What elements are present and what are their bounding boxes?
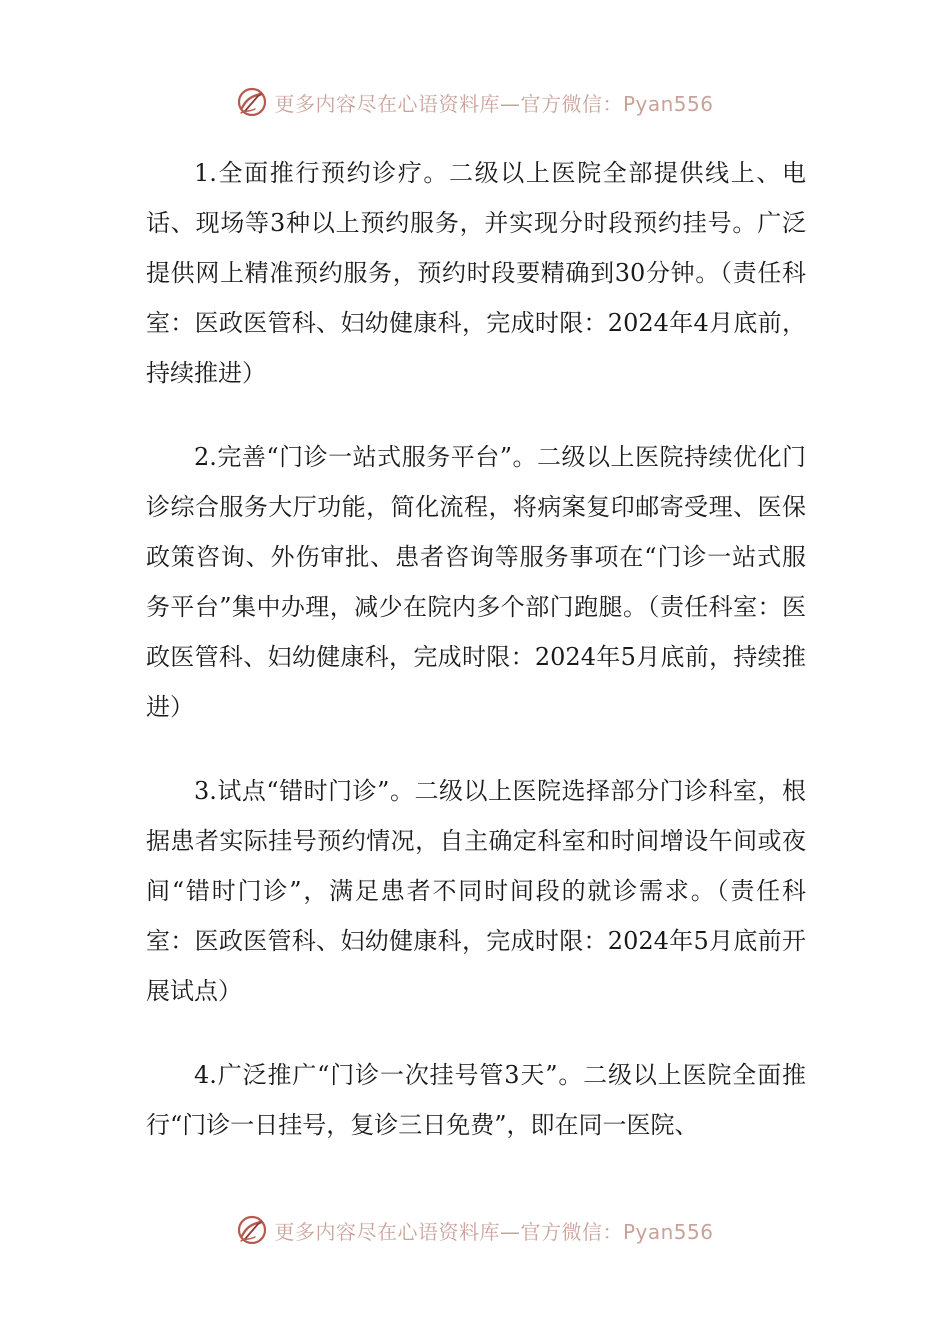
header-watermark <box>0 82 950 122</box>
paragraph-2: 2.完善“门诊一站式服务平台”。二级以上医院持续优化门诊综合服务大厅功能，简化流程，将病案复印邮寄受理、医保政策咨询、外伤审批、患者咨询等服务事项在“门诊一站式服务平台”集中办理，减少在院内多个部门跑腿。（责任科室：医政医管科、妇幼健康科，完成时限：2024年5月底前，持续推进） <box>146 443 806 721</box>
document-body <box>146 148 806 1184</box>
paragraph-4: 4.广泛推广“门诊一次挂号管3天”。二级以上医院全面推行“门诊一日挂号，复诊三日免费”，即在同一医院、 <box>146 1061 806 1139</box>
paragraph-3: 3.试点“错时门诊”。二级以上医院选择部分门诊科室，根据患者实际挂号预约情况，自主确定科室和时间增设午间或夜间“错时门诊”，满足患者不同时间段的就诊需求。（责任科室：医政医管科、妇幼健康科，完成时限：2024年5月底前开展试点） <box>146 777 806 1005</box>
watermark-text: 更多内容尽在心语资料库—官方微信：Pyan556 <box>274 1219 714 1244</box>
footer-watermark <box>0 1210 950 1250</box>
pen-signature-logo-icon <box>236 1214 268 1246</box>
paragraph-1: 1.全面推行预约诊疗。二级以上医院全部提供线上、电话、现场等3种以上预约服务，并实现分时段预约挂号。广泛提供网上精准预约服务，预约时段要精确到30分钟。（责任科室：医政医管科、妇幼健康科，完成时限：2024年4月底前，持续推进） <box>146 159 806 387</box>
watermark-text: 更多内容尽在心语资料库—官方微信：Pyan556 <box>274 91 714 116</box>
pen-signature-logo-icon <box>236 86 268 118</box>
